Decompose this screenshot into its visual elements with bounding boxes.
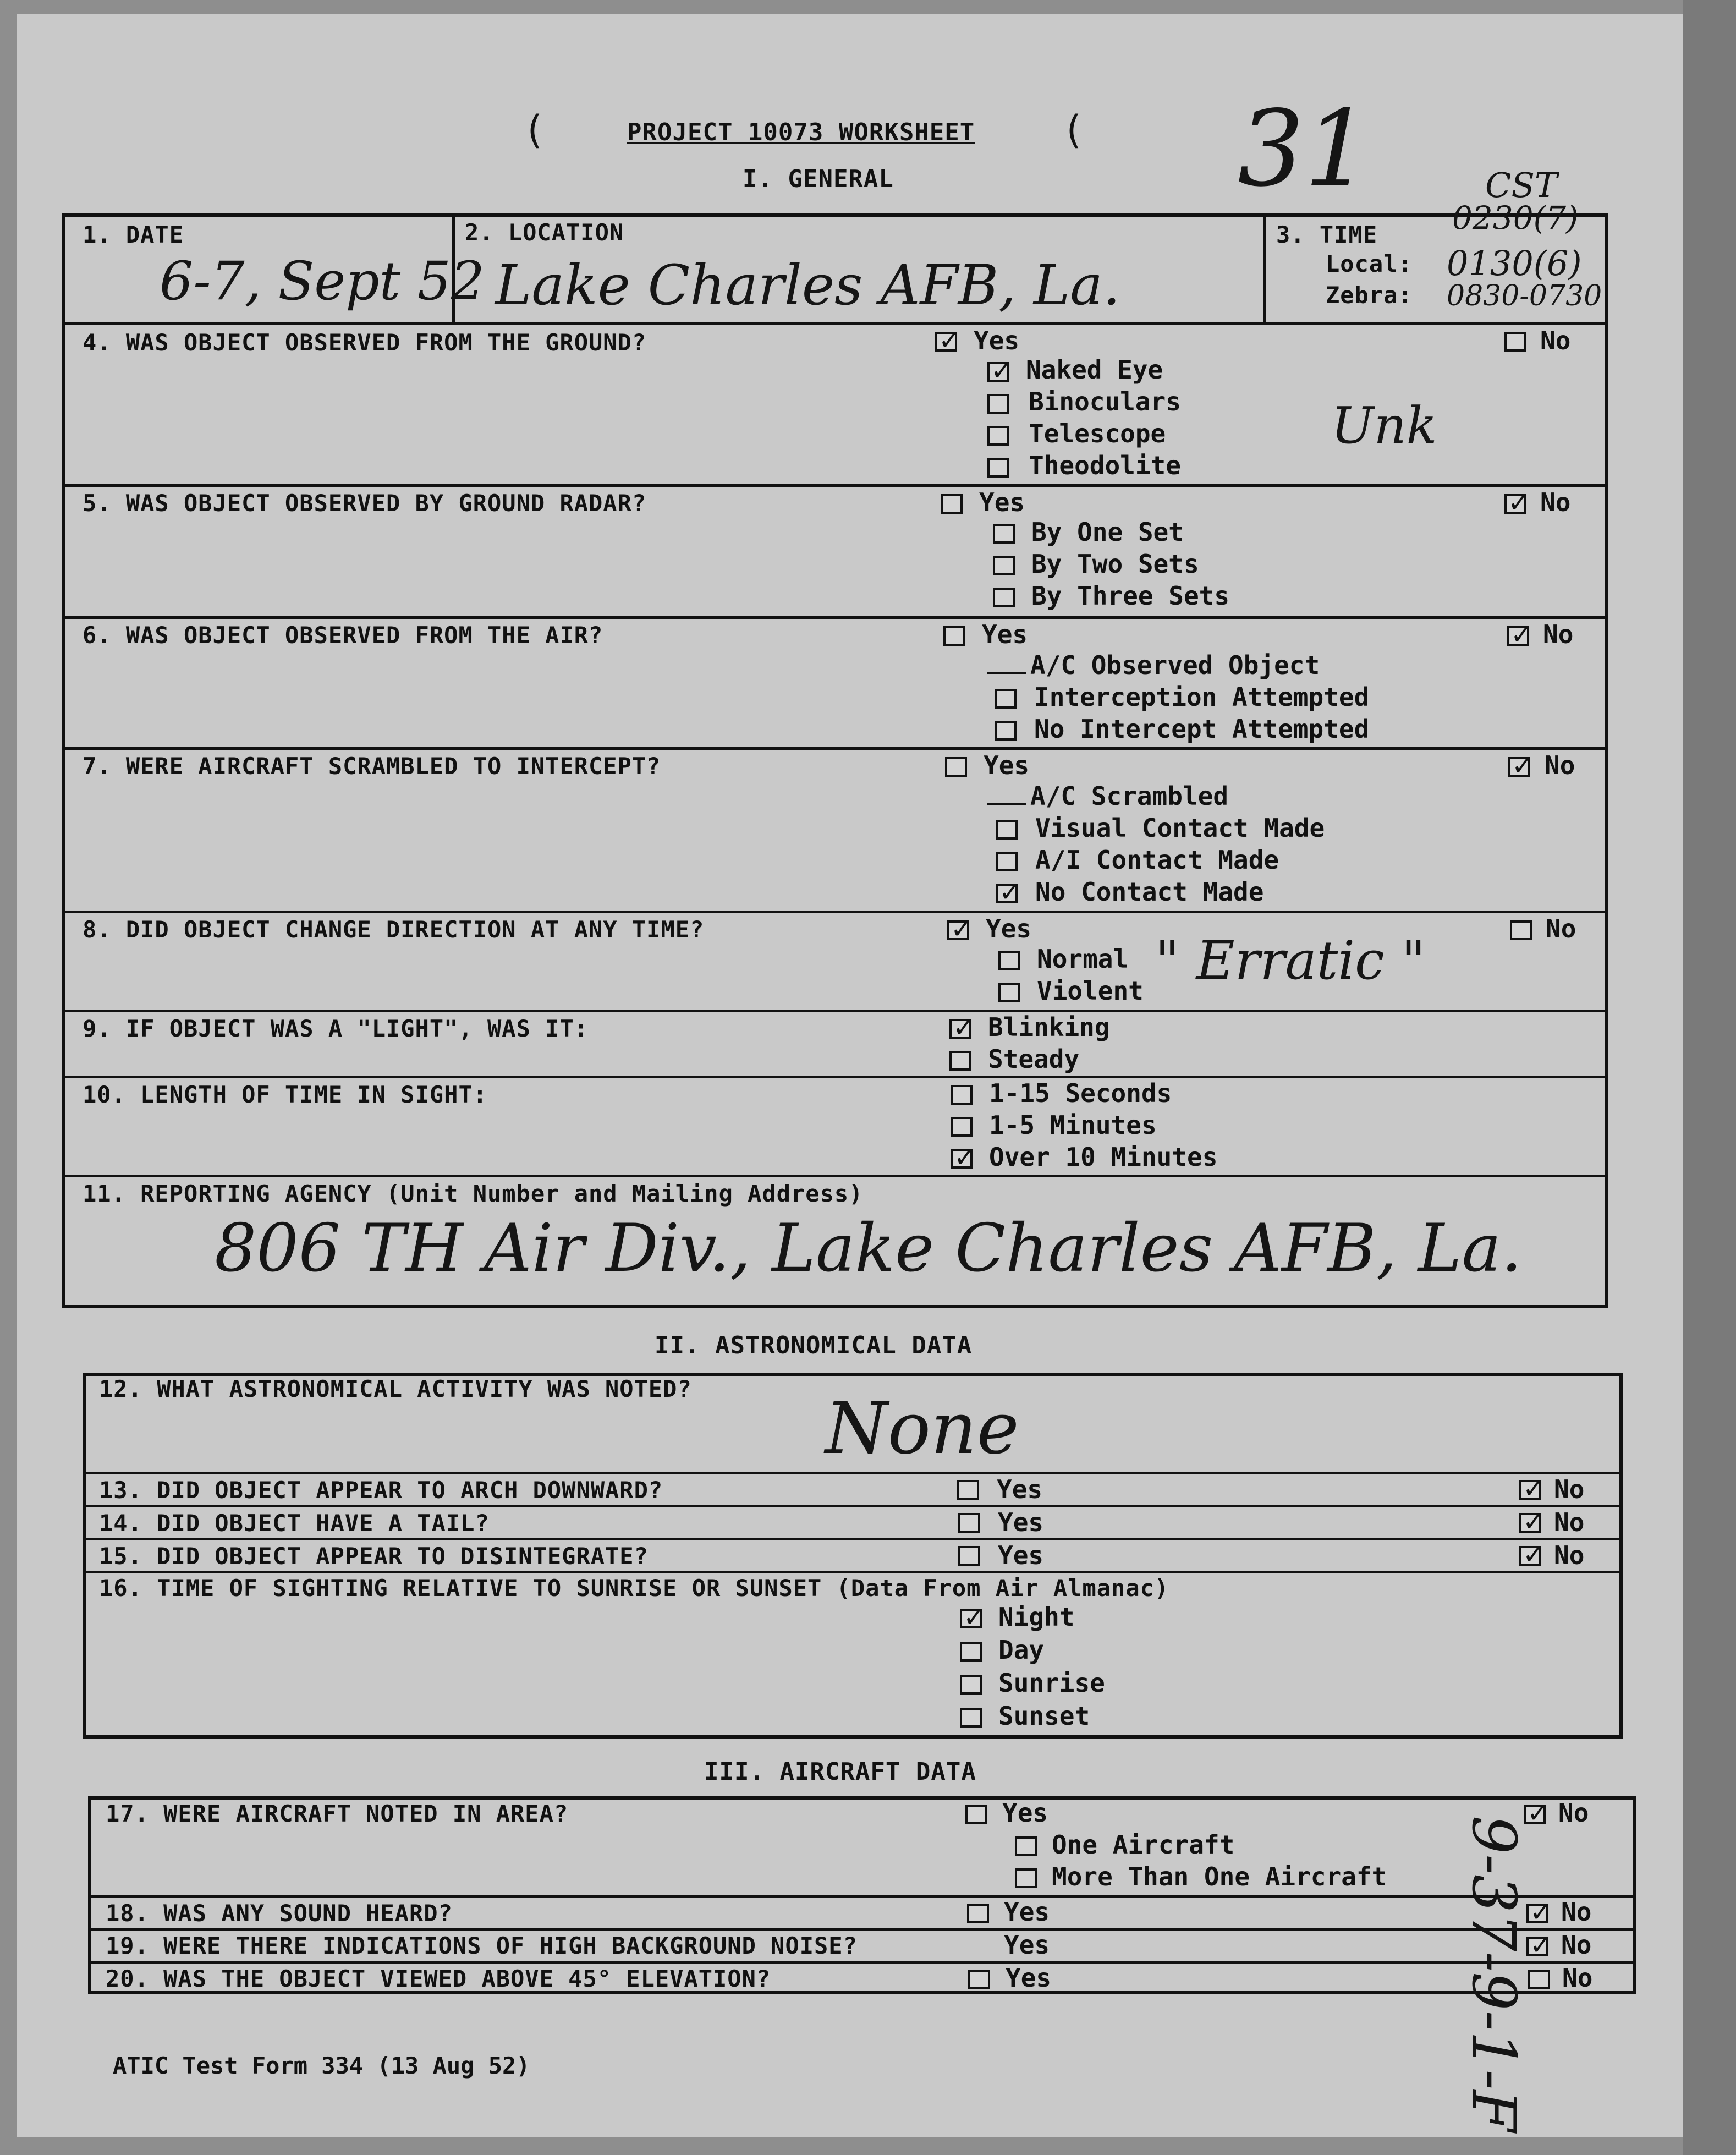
- handwritten-page-number: 31: [1238, 88, 1371, 210]
- visual-contact-label: Visual Contact Made: [1035, 813, 1325, 843]
- one-aircraft-label: One Aircraft: [1052, 1830, 1235, 1860]
- date-label: 1. DATE: [83, 221, 184, 248]
- more-aircraft-label: More Than One Aircraft: [1052, 1862, 1387, 1891]
- normal-label: Normal: [1037, 944, 1129, 974]
- three-sets-checkbox[interactable]: [993, 588, 1015, 607]
- normal-checkbox[interactable]: [998, 951, 1020, 970]
- date-value: 6-7, Sept 52: [160, 250, 485, 312]
- theodolite-label: Theodolite: [1029, 451, 1181, 480]
- q13-no-label: No: [1554, 1474, 1585, 1504]
- q7-no-checkbox[interactable]: [1508, 757, 1530, 777]
- q15-yes-checkbox[interactable]: [958, 1546, 980, 1566]
- ac-scrambled-line: [987, 781, 1228, 811]
- q6-yes-label: Yes: [982, 619, 1028, 649]
- ai-contact-checkbox[interactable]: [996, 852, 1018, 871]
- one-set-checkbox[interactable]: [993, 524, 1015, 544]
- no-intercept-attempted-checkbox[interactable]: [995, 721, 1017, 741]
- q18-no-checkbox[interactable]: [1526, 1904, 1548, 1923]
- section-heading-aircraft: III. AIRCRAFT DATA: [704, 1758, 976, 1786]
- two-sets-checkbox[interactable]: [993, 556, 1015, 575]
- q12-label: 12. WHAT ASTRONOMICAL ACTIVITY WAS NOTED?: [99, 1375, 692, 1402]
- q15-no-label: No: [1554, 1540, 1585, 1570]
- q20-no-label: No: [1562, 1963, 1593, 1993]
- q17-yes-label: Yes: [1002, 1798, 1048, 1828]
- q4-note: Unk: [1331, 396, 1437, 455]
- q4-label: 4. WAS OBJECT OBSERVED FROM THE GROUND?: [83, 329, 647, 356]
- q11-label: 11. REPORTING AGENCY (Unit Number and Mailing Address): [83, 1180, 864, 1207]
- q10-label: 10. LENGTH OF TIME IN SIGHT:: [83, 1081, 488, 1108]
- binoculars-label: Binoculars: [1029, 387, 1181, 416]
- steady-label: Steady: [988, 1044, 1080, 1074]
- q20-yes-checkbox[interactable]: [968, 1970, 990, 1989]
- sunset-checkbox[interactable]: [960, 1708, 982, 1728]
- blinking-label: Blinking: [988, 1012, 1110, 1042]
- q15-yes-label: Yes: [998, 1540, 1044, 1570]
- one-aircraft-checkbox[interactable]: [1015, 1836, 1037, 1856]
- q5-yes-label: Yes: [979, 487, 1025, 517]
- night-checkbox[interactable]: [960, 1609, 982, 1628]
- paren-mark: (: [1062, 107, 1085, 152]
- q8-yes-checkbox[interactable]: [947, 920, 969, 940]
- telescope-checkbox[interactable]: [987, 426, 1009, 446]
- paren-mark: (: [523, 107, 546, 152]
- form-footer: ATIC Test Form 334 (13 Aug 52): [113, 2052, 530, 2079]
- seconds-checkbox[interactable]: [951, 1085, 973, 1105]
- naked-eye-checkbox[interactable]: [987, 362, 1009, 382]
- q14-label: 14. DID OBJECT HAVE A TAIL?: [99, 1510, 490, 1537]
- q6-label: 6. WAS OBJECT OBSERVED FROM THE AIR?: [83, 622, 603, 649]
- time-value: 0230(7): [1452, 199, 1579, 237]
- zebra-label: Zebra:: [1326, 282, 1413, 309]
- q20-label: 20. WAS THE OBJECT VIEWED ABOVE 45° ELEVATION?: [106, 1965, 771, 1992]
- q8-label: 8. DID OBJECT CHANGE DIRECTION AT ANY TIME?: [83, 916, 705, 943]
- q19-no-label: No: [1561, 1930, 1592, 1960]
- q4-yes-checkbox[interactable]: [935, 332, 957, 352]
- section-heading-astronomical: II. ASTRONOMICAL DATA: [655, 1331, 973, 1359]
- q4-yes-label: Yes: [974, 326, 1020, 355]
- astronomical-activity-value: None: [825, 1386, 1019, 1470]
- over-10-minutes-checkbox[interactable]: [951, 1149, 973, 1169]
- q8-no-checkbox[interactable]: [1510, 920, 1532, 940]
- q9-label: 9. IF OBJECT WAS A "LIGHT", WAS IT:: [83, 1015, 589, 1042]
- q17-no-label: No: [1558, 1798, 1589, 1828]
- q5-no-label: No: [1540, 487, 1571, 517]
- ai-contact-label: A/I Contact Made: [1035, 845, 1279, 875]
- no-contact-checkbox[interactable]: [996, 884, 1018, 903]
- seconds-label: 1-15 Seconds: [989, 1078, 1172, 1108]
- ac-observed-label: A/C Observed Object: [1030, 650, 1320, 680]
- q4-no-checkbox[interactable]: [1504, 332, 1526, 352]
- q19-label: 19. WERE THERE INDICATIONS OF HIGH BACKGROUND NOISE?: [106, 1932, 858, 1959]
- q8-note: " Erratic ": [1155, 930, 1426, 991]
- sunrise-label: Sunrise: [998, 1668, 1105, 1698]
- no-intercept-attempted-label: No Intercept Attempted: [1034, 714, 1370, 744]
- q5-yes-checkbox[interactable]: [941, 494, 963, 514]
- q20-no-checkbox[interactable]: [1528, 1970, 1550, 1989]
- scan-edge: [1683, 0, 1736, 2155]
- visual-contact-checkbox[interactable]: [996, 820, 1018, 840]
- local-value: 0130(6): [1447, 243, 1582, 283]
- q17-yes-checkbox[interactable]: [965, 1805, 987, 1824]
- steady-checkbox[interactable]: [949, 1051, 971, 1071]
- q15-label: 15. DID OBJECT APPEAR TO DISINTEGRATE?: [99, 1543, 649, 1570]
- q6-no-label: No: [1543, 619, 1574, 649]
- q8-yes-label: Yes: [986, 914, 1032, 944]
- violent-label: Violent: [1037, 976, 1144, 1006]
- q14-no-checkbox[interactable]: [1519, 1513, 1541, 1533]
- sunset-label: Sunset: [998, 1701, 1090, 1731]
- day-checkbox[interactable]: [960, 1642, 982, 1662]
- q13-label: 13. DID OBJECT APPEAR TO ARCH DOWNWARD?: [99, 1477, 663, 1504]
- q19-no-checkbox[interactable]: [1526, 1937, 1548, 1956]
- q16-label: 16. TIME OF SIGHTING RELATIVE TO SUNRISE OR SUNSET (Data From Air Almanac): [99, 1575, 1169, 1602]
- minutes-checkbox[interactable]: [951, 1117, 973, 1137]
- q8-no-label: No: [1546, 914, 1576, 944]
- q14-yes-checkbox[interactable]: [958, 1513, 980, 1533]
- q6-yes-checkbox[interactable]: [943, 626, 965, 646]
- telescope-label: Telescope: [1029, 419, 1166, 448]
- q5-label: 5. WAS OBJECT OBSERVED BY GROUND RADAR?: [83, 490, 647, 517]
- interception-attempted-label: Interception Attempted: [1034, 682, 1370, 712]
- location-label: 2. LOCATION: [465, 219, 624, 246]
- one-set-label: By One Set: [1031, 517, 1184, 547]
- q14-no-label: No: [1554, 1507, 1585, 1537]
- margin-handwritten-note: 9-37-9-1-F: [1459, 1816, 1529, 2132]
- more-aircraft-checkbox[interactable]: [1015, 1868, 1037, 1888]
- q18-yes-label: Yes: [1004, 1897, 1050, 1927]
- day-label: Day: [998, 1635, 1045, 1665]
- zebra-value: 0830-0730: [1447, 279, 1602, 312]
- q7-label: 7. WERE AIRCRAFT SCRAMBLED TO INTERCEPT?: [83, 753, 661, 780]
- ac-observed-line: [987, 650, 1320, 680]
- q17-label: 17. WERE AIRCRAFT NOTED IN AREA?: [106, 1800, 569, 1827]
- q13-yes-label: Yes: [997, 1474, 1043, 1504]
- naked-eye-label: Naked Eye: [1026, 355, 1163, 385]
- q4-no-label: No: [1540, 326, 1571, 355]
- q20-yes-label: Yes: [1006, 1963, 1052, 1993]
- night-label: Night: [998, 1602, 1075, 1632]
- q18-yes-checkbox[interactable]: [967, 1904, 989, 1923]
- reporting-agency-value: 806 TH Air Div., Lake Charles AFB, La.: [215, 1210, 1523, 1287]
- q13-yes-checkbox[interactable]: [957, 1480, 979, 1500]
- q19-yes-label: Yes: [1004, 1930, 1050, 1960]
- q14-yes-label: Yes: [998, 1507, 1044, 1537]
- over-10-minutes-label: Over 10 Minutes: [989, 1142, 1218, 1172]
- page-title: PROJECT 10073 WORKSHEET: [627, 118, 975, 146]
- q7-yes-label: Yes: [984, 750, 1030, 780]
- minutes-label: 1-5 Minutes: [989, 1110, 1157, 1140]
- two-sets-label: By Two Sets: [1031, 549, 1199, 579]
- no-contact-label: No Contact Made: [1035, 877, 1264, 907]
- q18-label: 18. WAS ANY SOUND HEARD?: [106, 1900, 453, 1927]
- local-label: Local:: [1326, 250, 1413, 277]
- ac-scrambled-label: A/C Scrambled: [1030, 781, 1229, 811]
- time-label: 3. TIME: [1276, 221, 1378, 248]
- q7-yes-checkbox[interactable]: [945, 757, 967, 777]
- q5-no-checkbox[interactable]: [1504, 494, 1526, 514]
- q18-no-label: No: [1561, 1897, 1592, 1927]
- blinking-checkbox[interactable]: [949, 1019, 971, 1039]
- interception-attempted-checkbox[interactable]: [995, 689, 1017, 709]
- q15-no-checkbox[interactable]: [1519, 1546, 1541, 1566]
- time-note: CST: [1485, 165, 1558, 205]
- section-heading-general: I. GENERAL: [743, 165, 894, 193]
- q13-no-checkbox[interactable]: [1519, 1480, 1541, 1500]
- binoculars-checkbox[interactable]: [987, 394, 1009, 414]
- violent-checkbox[interactable]: [998, 983, 1020, 1002]
- three-sets-label: By Three Sets: [1031, 581, 1230, 611]
- sunrise-checkbox[interactable]: [960, 1675, 982, 1695]
- location-value: Lake Charles AFB, La.: [495, 253, 1120, 317]
- q7-no-label: No: [1545, 750, 1575, 780]
- q6-no-checkbox[interactable]: [1507, 626, 1529, 646]
- theodolite-checkbox[interactable]: [987, 458, 1009, 478]
